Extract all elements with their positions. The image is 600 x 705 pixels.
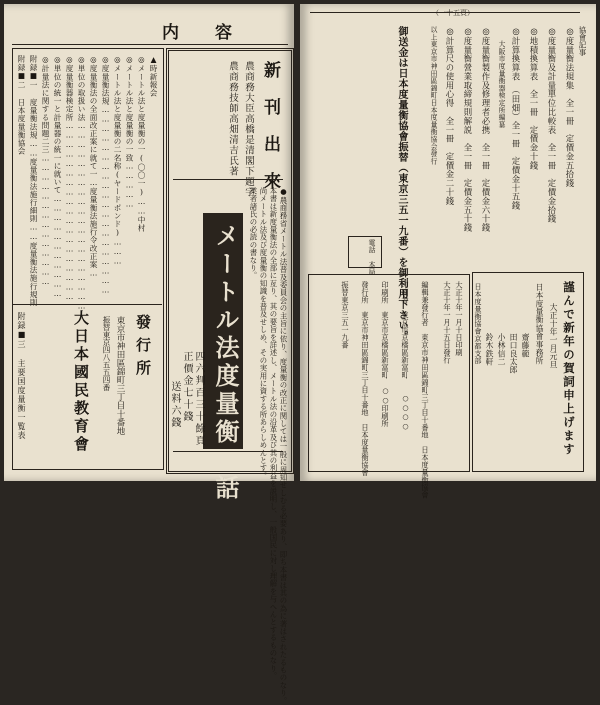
new-book-ad: [166, 48, 294, 705]
catalog-entry: ◎度量衡法規集 全一冊 定價金五拾錢: [565, 26, 575, 188]
toc-header: [12, 12, 288, 45]
toc-entry: 附録■二 日本度量衡協会: [17, 55, 26, 155]
price-postage: 送料六錢: [169, 381, 180, 429]
colophon-line: 大正十年一月十五日發行: [443, 281, 452, 364]
colophon-line: 振替東京三五一九番: [341, 281, 350, 349]
toc-entry: 附録■一 度量衡法規……度量衡法施行細則……度量衡法施行規則: [29, 55, 38, 307]
greeting-title: 謹んで新年の賀詞申上げます: [562, 281, 576, 457]
remittance-notice: 御送金は日本度量衡協會振替（東京三五一九番）を御利用下さい。: [396, 26, 407, 341]
catalog-entry: ◎地積換算表 全一冊 定價金十錢: [529, 26, 539, 170]
publisher-phone: 振替東京四八五五四番: [102, 316, 111, 391]
publisher-label: 發行所: [134, 314, 152, 383]
book-title: メートル法度量衡の話: [211, 223, 240, 503]
colophon-line: 發行所 東京市神田區錦町三丁目十番地 日本度量衡協會: [361, 281, 370, 476]
toc-header-title: 内容: [162, 23, 268, 43]
divider: [12, 304, 162, 305]
greeting-name: 齋藤範: [521, 333, 530, 358]
toc-entry: ◎メートル法と度量衡の二名称(ヤードポンド)………: [113, 55, 122, 266]
catalog-entry: ◎計算換算表 （田畑）全一冊 定價金十五錢: [511, 26, 521, 211]
ad-body-line: 業者諸氏の必読の書なり。: [249, 187, 258, 280]
ad-body-line: ●農商務省メートル法普及委員会の主旨に依り、度量衡の改正に関しては一般に周知せしむる必要あり、即ち本書は其の為に著はされたるものなり。: [279, 187, 288, 705]
toc-entry: ◎メートル法と度量衡の一(〇〇一)……中村: [137, 55, 146, 233]
tel-box: [348, 236, 382, 275]
toc-entry: ▲時新報会: [149, 55, 158, 97]
new-book-heading: 新刊出來: [260, 61, 280, 209]
toc-entry: 附録■三 主要国度量衡一覧表: [17, 312, 26, 440]
ad-body-line: 本書は新度量衡法の全部に亙り、其の要旨を詳述し、メートル法の沿革及び其の利益を説明し、一般国民に対し理解を与へんとするものなり。: [269, 187, 278, 680]
toc-entry: ◎計量法に関する問題二三……………………………………: [41, 55, 50, 287]
section-mark: 協會記事: [578, 26, 587, 56]
catalog-entry: ◎度量衡營業取締規則解説 全一冊 定價金五十錢: [463, 26, 473, 233]
right-page: [300, 4, 596, 499]
endorsement-minister: 農商務大臣高橋是清閣下題字: [243, 61, 254, 198]
toc-entry: ◎度量衡法規……………………………………………………: [101, 55, 110, 295]
toc-entry: ◎単位の統一と計量器の統一に就いて……………………………: [53, 55, 62, 299]
price-cost: 正價金七十錢: [181, 351, 192, 423]
header-rule: [310, 12, 580, 13]
catalog-note: 以上東京市神田區錦町日本度量衡協会發行: [429, 26, 437, 165]
toc-entry: ◎メートル法と度量衡の一致……………: [125, 55, 134, 210]
greeting-date: 大正十年一月元旦: [549, 303, 558, 369]
colophon-line: 印刷所 東京市京橋區新富町 ○○印刷所: [381, 281, 390, 428]
catalog-note: 大阪市度量衡器検定所編纂: [497, 26, 505, 129]
price-pages: 四六判百三十餘頁: [193, 351, 204, 447]
divider: [173, 179, 283, 180]
greeting-name: 鈴木鉄軒: [485, 333, 494, 366]
colophon-line: 印刷者 東京市京橋區新富町 ○○○○: [401, 281, 410, 431]
publisher-address: 東京市神田區錦町三丁目十番地: [115, 316, 125, 435]
toc-entry: ◎単位の取扱い法……………………………………………………: [77, 55, 86, 312]
publisher-block: [12, 304, 162, 472]
book-title-banner: [203, 213, 243, 503]
catalog-entry: ◎計算尺の使用心得 全一冊 定價金二十錢: [445, 26, 455, 206]
colophon-line: 大正十年一月十日印刷: [455, 281, 464, 356]
ad-body-line: 尚メートル法及び度量衡の知識を普及せしめ、その実用に資する所あらしめんとす。: [259, 187, 268, 480]
greeting-org: 日本度量衡協會事務所: [535, 283, 544, 365]
greeting-name: 田口良太郎: [509, 333, 518, 374]
catalog-entry: ◎度量衡製作及修理者必携 全一冊 定價金六十錢: [481, 26, 491, 233]
publisher-name: 大日本國民教育會: [72, 310, 90, 454]
colophon-line: 編輯兼發行者 東京市神田區錦町三丁目十番地 日本度量衡協會: [421, 281, 430, 499]
new-year-greeting: [472, 272, 584, 472]
page-number: （一十五頁）: [432, 9, 474, 17]
divider: [173, 451, 283, 452]
endorsement-author: 農商務技師高畑清吉氏著: [227, 61, 238, 177]
colophon: [308, 274, 470, 499]
catalog-entry: ◎度量衡及計量單位比較表 全一冊 定價金拾錢: [547, 26, 557, 224]
toc-entry: ◎度量衡器検定所…………………………………………………: [65, 55, 74, 302]
greeting-branch: 日本度量衡協會京都支部: [474, 283, 482, 365]
toc-entry: ◎度量衡法の全面改正案に就て一…度量衡法施行令改正案…: [89, 55, 98, 278]
left-page: [4, 4, 294, 705]
greeting-name: 小林信二: [497, 333, 506, 366]
tel-label: 電話 本局: [368, 239, 376, 275]
